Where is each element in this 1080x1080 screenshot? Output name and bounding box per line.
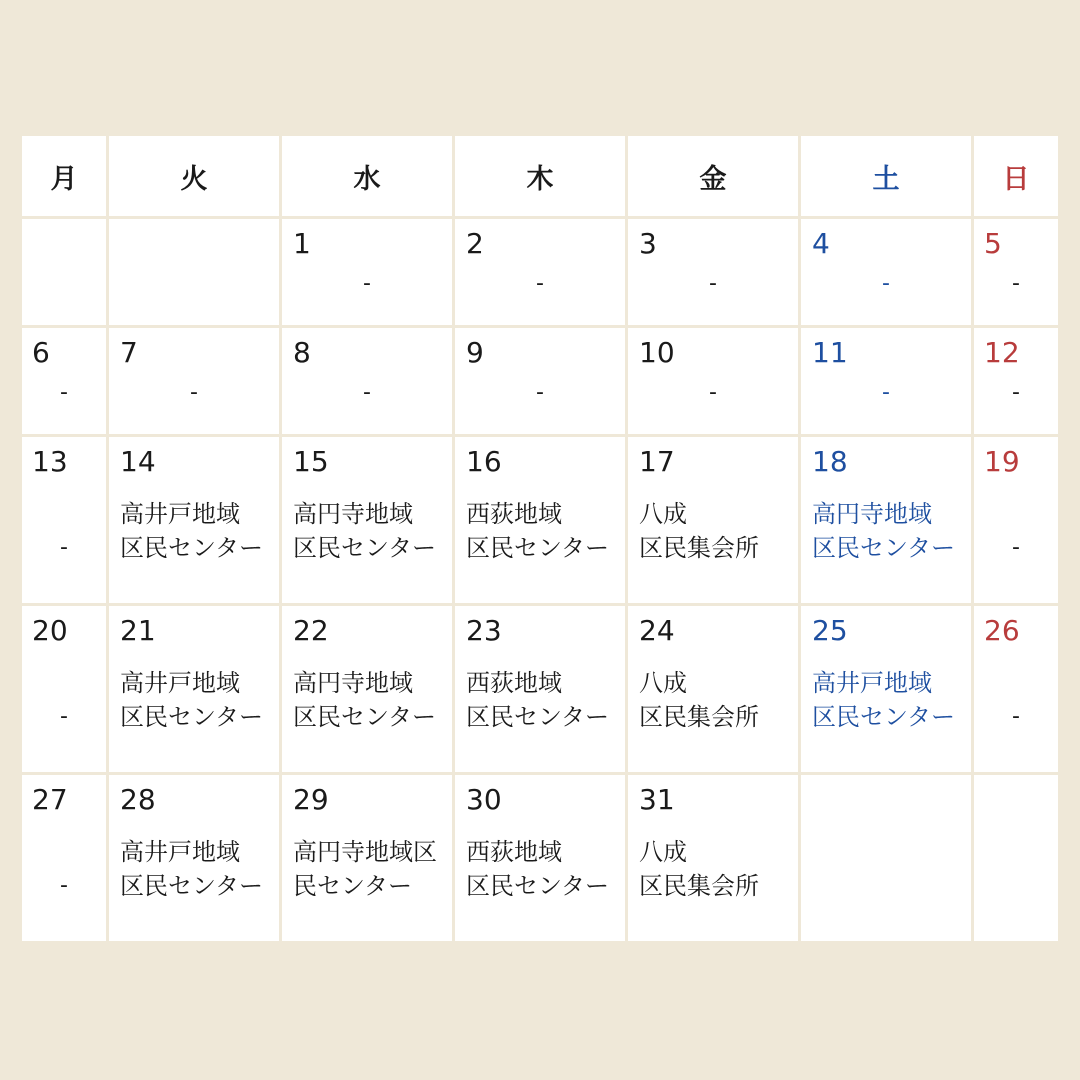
day-number: 9 — [466, 336, 484, 369]
event-venue — [466, 497, 625, 565]
day-number: 2 — [466, 227, 484, 260]
day-cell-13[interactable] — [22, 437, 106, 603]
day-number: 1 — [293, 227, 311, 260]
weekday-header-fri: 金 — [628, 136, 798, 216]
day-cell-27[interactable] — [22, 775, 106, 941]
day-cell-9[interactable] — [455, 328, 625, 434]
day-cell-19[interactable] — [974, 437, 1058, 603]
day-number: 13 — [32, 445, 68, 478]
weekday-header-sun: 日 — [974, 136, 1058, 216]
day-cell-16[interactable] — [455, 437, 625, 603]
day-number: 10 — [639, 336, 675, 369]
event-venue-line: 区民センター — [466, 534, 610, 562]
day-cell-18[interactable] — [801, 437, 971, 603]
day-number: 4 — [812, 227, 830, 260]
weekday-header-thu: 木 — [455, 136, 625, 216]
day-number: 21 — [120, 614, 156, 647]
day-cell-12[interactable] — [974, 328, 1058, 434]
event-venue-line: 区民センター — [120, 534, 264, 562]
event-venue-line: 高井戸地域 — [812, 669, 932, 697]
no-event-dash: - — [709, 271, 717, 296]
event-venue-line: 八成 — [639, 669, 687, 697]
event-venue — [639, 666, 798, 734]
event-venue-line: 高円寺地域 — [293, 669, 413, 697]
event-venue — [293, 497, 452, 565]
weekday-header-sat: 土 — [801, 136, 971, 216]
day-cell-8[interactable] — [282, 328, 452, 434]
empty-day-cell — [109, 219, 279, 325]
day-cell-4[interactable] — [801, 219, 971, 325]
event-venue-line: 区民センター — [293, 703, 437, 731]
day-number: 5 — [984, 227, 1002, 260]
event-venue-line: 区民センター — [466, 703, 610, 731]
event-venue-line: 民センター — [293, 872, 413, 900]
no-event-dash: - — [1012, 380, 1020, 405]
day-number: 3 — [639, 227, 657, 260]
no-event-dash: - — [882, 380, 890, 405]
event-venue-line: 区民センター — [120, 872, 264, 900]
event-venue-line: 高井戸地域 — [120, 838, 240, 866]
day-cell-3[interactable] — [628, 219, 798, 325]
day-number: 24 — [639, 614, 675, 647]
event-venue — [120, 835, 279, 903]
event-venue-line: 区民集会所 — [639, 872, 759, 900]
day-cell-15[interactable] — [282, 437, 452, 603]
day-number: 7 — [120, 336, 138, 369]
day-cell-21[interactable] — [109, 606, 279, 772]
no-event-dash: - — [60, 380, 68, 405]
day-number: 20 — [32, 614, 68, 647]
day-cell-14[interactable] — [109, 437, 279, 603]
day-cell-17[interactable] — [628, 437, 798, 603]
day-number: 8 — [293, 336, 311, 369]
day-cell-5[interactable] — [974, 219, 1058, 325]
event-venue-line: 八成 — [639, 500, 687, 528]
event-venue — [293, 835, 452, 903]
day-number: 15 — [293, 445, 329, 478]
event-venue-line: 西荻地域 — [466, 669, 562, 697]
event-venue — [639, 835, 798, 903]
event-venue-line: 区民センター — [812, 703, 956, 731]
empty-day-cell — [974, 775, 1058, 941]
event-venue-line: 高円寺地域 — [293, 500, 413, 528]
no-event-dash: - — [363, 380, 371, 405]
weekday-header-wed: 水 — [282, 136, 452, 216]
event-venue-line: 区民センター — [466, 872, 610, 900]
event-venue-line: 高井戸地域 — [120, 500, 240, 528]
no-event-dash: - — [60, 873, 68, 898]
day-number: 27 — [32, 783, 68, 816]
event-venue-line: 区民集会所 — [639, 534, 759, 562]
day-number: 25 — [812, 614, 848, 647]
day-number: 17 — [639, 445, 675, 478]
day-number: 11 — [812, 336, 848, 369]
no-event-dash: - — [536, 271, 544, 296]
event-venue — [466, 666, 625, 734]
event-venue-line: 高円寺地域 — [812, 500, 932, 528]
day-cell-31[interactable] — [628, 775, 798, 941]
day-number: 22 — [293, 614, 329, 647]
event-venue — [466, 835, 625, 903]
day-cell-30[interactable] — [455, 775, 625, 941]
day-cell-22[interactable] — [282, 606, 452, 772]
event-venue — [639, 497, 798, 565]
day-cell-23[interactable] — [455, 606, 625, 772]
day-number: 16 — [466, 445, 502, 478]
day-cell-29[interactable] — [282, 775, 452, 941]
event-venue-line: 高井戸地域 — [120, 669, 240, 697]
day-cell-11[interactable] — [801, 328, 971, 434]
no-event-dash: - — [60, 535, 68, 560]
no-event-dash: - — [1012, 271, 1020, 296]
no-event-dash: - — [1012, 704, 1020, 729]
no-event-dash: - — [363, 271, 371, 296]
event-venue-line: 区民センター — [812, 534, 956, 562]
day-number: 19 — [984, 445, 1020, 478]
day-number: 12 — [984, 336, 1020, 369]
event-venue — [812, 666, 971, 734]
weekday-header-mon: 月 — [22, 136, 106, 216]
event-venue-line: 区民センター — [120, 703, 264, 731]
day-cell-6[interactable] — [22, 328, 106, 434]
calendar-grid — [22, 136, 1058, 944]
day-cell-10[interactable] — [628, 328, 798, 434]
day-cell-20[interactable] — [22, 606, 106, 772]
day-cell-1[interactable] — [282, 219, 452, 325]
day-number: 18 — [812, 445, 848, 478]
event-venue-line: 八成 — [639, 838, 687, 866]
no-event-dash: - — [1012, 535, 1020, 560]
day-number: 14 — [120, 445, 156, 478]
event-venue — [120, 497, 279, 565]
day-number: 23 — [466, 614, 502, 647]
event-venue-line: 西荻地域 — [466, 500, 562, 528]
day-number: 31 — [639, 783, 675, 816]
day-number: 26 — [984, 614, 1020, 647]
no-event-dash: - — [536, 380, 544, 405]
day-cell-7[interactable] — [109, 328, 279, 434]
no-event-dash: - — [190, 380, 198, 405]
day-cell-26[interactable] — [974, 606, 1058, 772]
event-venue-line: 区民センター — [293, 534, 437, 562]
event-venue — [812, 497, 971, 565]
no-event-dash: - — [709, 380, 717, 405]
event-venue — [293, 666, 452, 734]
day-number: 28 — [120, 783, 156, 816]
day-number: 6 — [32, 336, 50, 369]
day-number: 30 — [466, 783, 502, 816]
no-event-dash: - — [60, 704, 68, 729]
event-venue-line: 高円寺地域区 — [293, 838, 437, 866]
day-cell-28[interactable] — [109, 775, 279, 941]
day-cell-2[interactable] — [455, 219, 625, 325]
event-venue-line: 西荻地域 — [466, 838, 562, 866]
day-cell-25[interactable] — [801, 606, 971, 772]
event-venue — [120, 666, 279, 734]
empty-day-cell — [801, 775, 971, 941]
event-venue-line: 区民集会所 — [639, 703, 759, 731]
empty-day-cell — [22, 219, 106, 325]
day-cell-24[interactable] — [628, 606, 798, 772]
weekday-header-tue: 火 — [109, 136, 279, 216]
day-number: 29 — [293, 783, 329, 816]
no-event-dash: - — [882, 271, 890, 296]
